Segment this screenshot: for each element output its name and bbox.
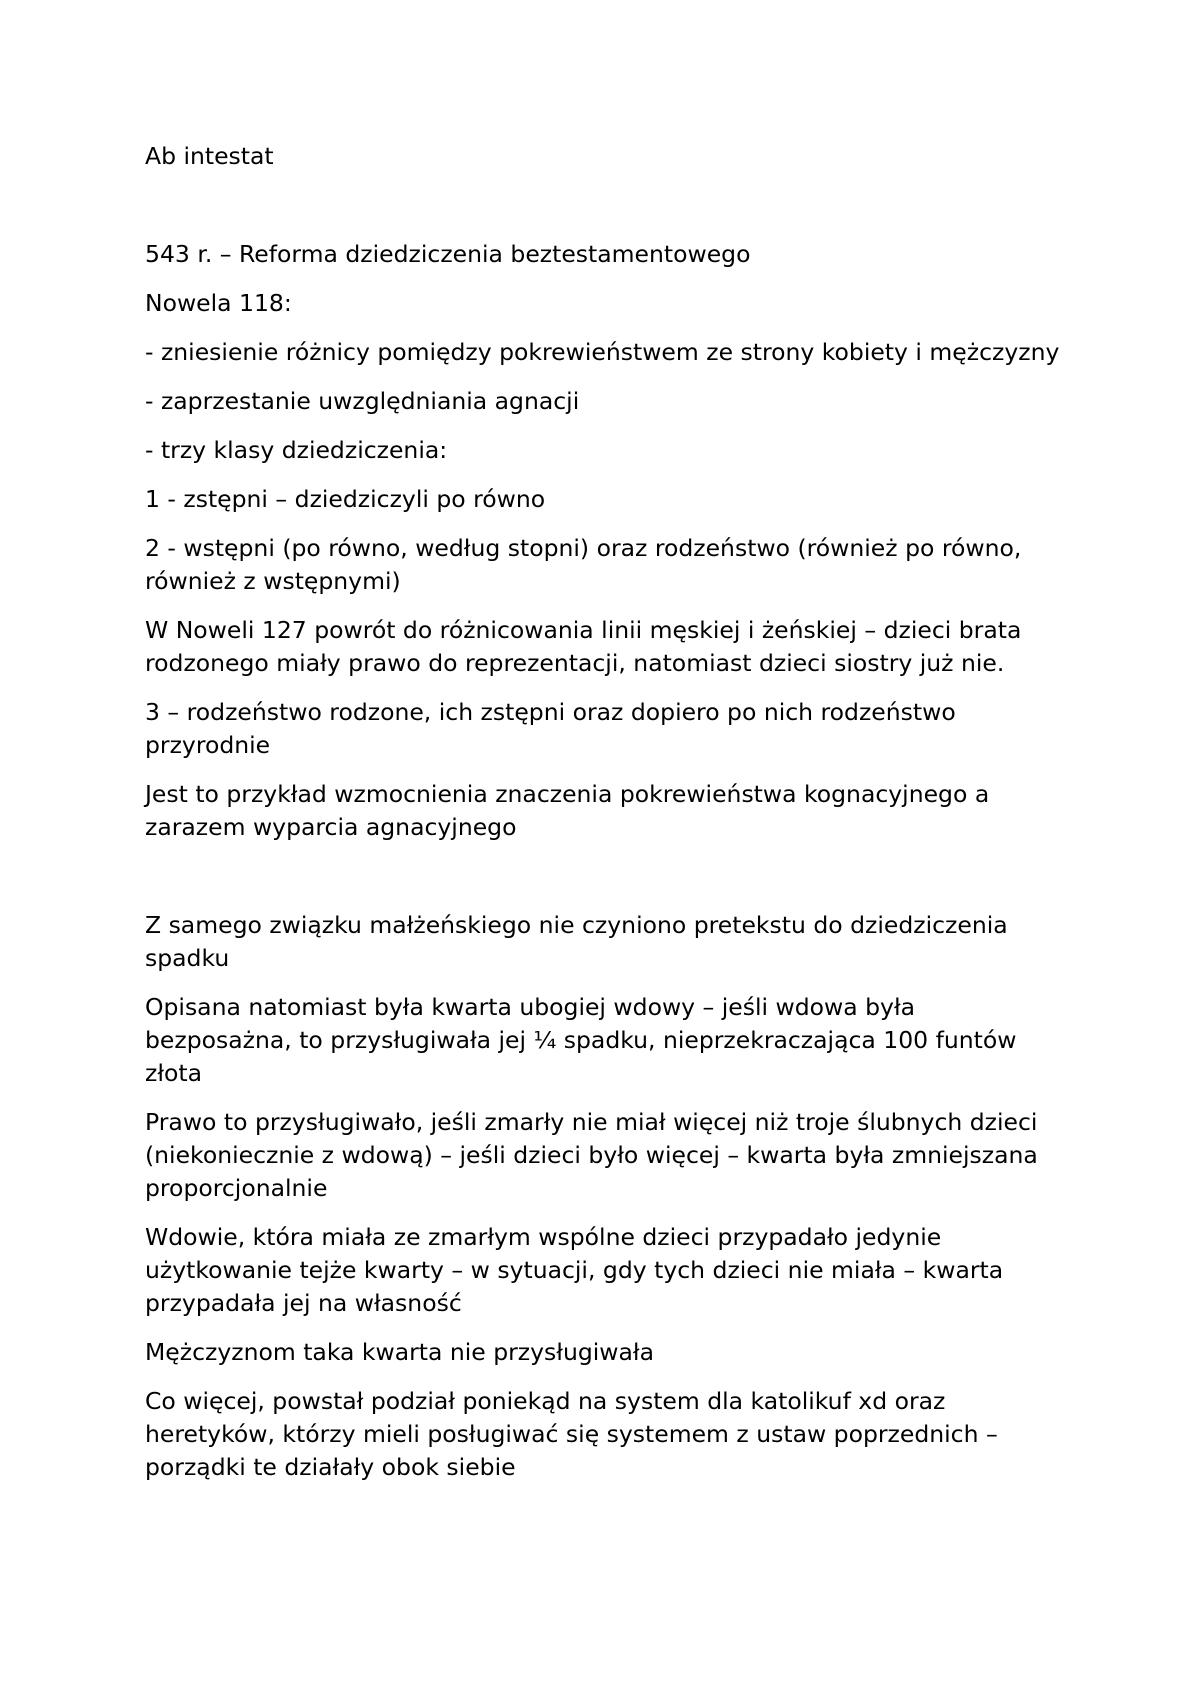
paragraph-class-3: 3 – rodzeństwo rodzone, ich zstępni oraz dopiero po nich rodzeństwo przyrodnie bbox=[145, 698, 956, 759]
paragraph-cognatic-example: Jest to przykład wzmocnienia znaczenia pokrewieństwa kognacyjnego a zarazem wyparcia agnacyjnego bbox=[145, 780, 990, 841]
paragraph-widow-usufruct: Wdowie, która miała ze zmarłym wspólne dzieci przypadało jedynie użytkowanie tejże kwarty – w sytuacji, gdy tych dzieci nie miała – kwarta przypadała jej na własność bbox=[145, 1223, 1004, 1317]
paragraph-widow-quarter: Opisana natomiast była kwarta ubogiej wdowy – jeśli wdowa była bezposażna, to przysługiwała jej ¼ spadku, nieprzekraczająca 100 funtów złota bbox=[145, 993, 1017, 1087]
paragraph-men-quarter: Mężczyznom taka kwarta nie przysługiwała bbox=[145, 1338, 654, 1366]
paragraph-novel-118: Nowela 118: bbox=[145, 289, 292, 317]
paragraph-class-2: 2 - wstępni (po równo, według stopni) oraz rodzeństwo (również po równo, również z wstępnymi) bbox=[145, 534, 1022, 595]
paragraph-bullet-classes: - trzy klasy dziedziczenia: bbox=[145, 436, 448, 464]
paragraph-marriage: Z samego związku małżeńskiego nie czyniono pretekstu do dziedziczenia spadku bbox=[145, 911, 1008, 972]
paragraph-children-limit: Prawo to przysługiwało, jeśli zmarły nie miał więcej niż troje ślubnych dzieci (niekoniecznie z wdową) – jeśli dzieci było więcej – kwarta była zmniejszana proporcjonalnie bbox=[145, 1108, 1038, 1202]
paragraph-bullet-agnation: - zaprzestanie uwzględniania agnacji bbox=[145, 387, 580, 415]
paragraph-reform-heading: 543 r. – Reforma dziedziczenia beztestamentowego bbox=[145, 240, 751, 268]
paragraph-novel-127: W Noweli 127 powrót do różnicowania linii męskiej i żeńskiej – dzieci brata rodzonego miały prawo do reprezentacji, natomiast dzieci siostry już nie. bbox=[145, 616, 1022, 677]
paragraph-class-1: 1 - zstępni – dziedziczyli po równo bbox=[145, 485, 546, 513]
document-body bbox=[145, 140, 1065, 1500]
paragraph-bullet-kinship: - zniesienie różnicy pomiędzy pokrewieństwem ze strony kobiety i mężczyzny bbox=[145, 338, 1060, 366]
document-title: Ab intestat bbox=[145, 142, 274, 170]
paragraph-heretics: Co więcej, powstał podział poniekąd na system dla katolikuf xd oraz heretyków, którzy mieli posługiwać się systemem z ustaw poprzednich – porządki te działały obok siebie bbox=[145, 1387, 998, 1481]
